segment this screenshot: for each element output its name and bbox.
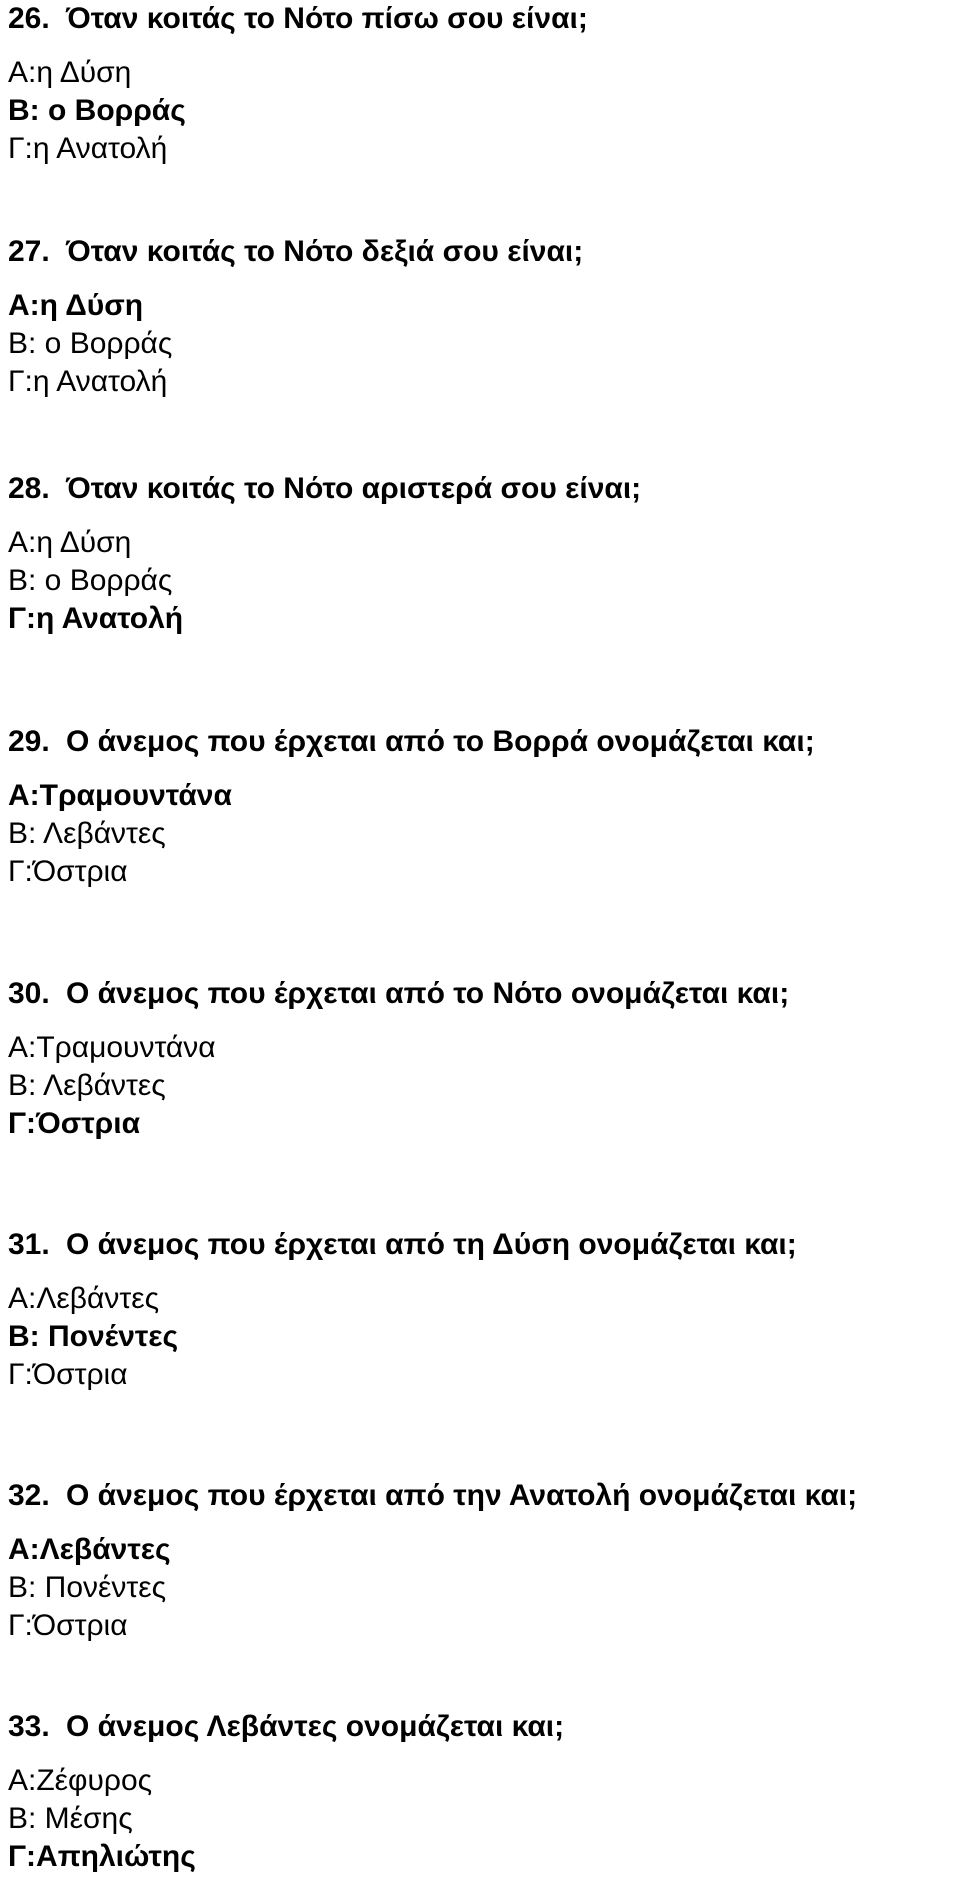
answer-option-correct: Β: Πονέντες bbox=[8, 1320, 179, 1353]
answer-option: Γ:η Ανατολή bbox=[8, 365, 168, 398]
question-text: Ο άνεμος Λεβάντες ονομάζεται και; bbox=[66, 1710, 565, 1743]
question bbox=[8, 723, 815, 891]
answer-option: Α:Ζέφυρος bbox=[8, 1764, 153, 1797]
answer-option: Β: Λεβάντες bbox=[8, 1069, 166, 1102]
answer-option: Γ:η Ανατολή bbox=[8, 132, 168, 165]
question bbox=[8, 470, 641, 638]
question-text: Όταν κοιτάς το Νότο πίσω σου είναι; bbox=[66, 2, 588, 35]
question bbox=[8, 975, 789, 1143]
question-text: Όταν κοιτάς το Νότο αριστερά σου είναι; bbox=[66, 472, 642, 505]
question-text: Ο άνεμος που έρχεται από την Ανατολή ονομάζεται και; bbox=[66, 1479, 858, 1512]
question-title bbox=[8, 1708, 564, 1746]
question bbox=[8, 0, 588, 168]
answer-option: Α:η Δύση bbox=[8, 526, 132, 559]
answer-option: Γ:Όστρια bbox=[8, 1358, 128, 1391]
question bbox=[8, 1708, 564, 1876]
answer-option-correct: Γ:Απηλιώτης bbox=[8, 1840, 196, 1873]
answer-option: Α:Λεβάντες bbox=[8, 1282, 160, 1315]
question-number: 29. bbox=[8, 725, 50, 758]
answer-option: Β: Πονέντες bbox=[8, 1571, 167, 1604]
answer-option: Γ:Όστρια bbox=[8, 1609, 128, 1642]
answer-option: Β: ο Βορράς bbox=[8, 564, 173, 597]
question-title bbox=[8, 1477, 857, 1515]
answer-option: Β: Λεβάντες bbox=[8, 817, 166, 850]
question-title bbox=[8, 233, 583, 271]
question-title bbox=[8, 470, 641, 508]
answer-option: Α:η Δύση bbox=[8, 56, 132, 89]
question-title bbox=[8, 975, 789, 1013]
answer-option-correct: Γ:Όστρια bbox=[8, 1107, 141, 1140]
question bbox=[8, 233, 583, 401]
answer-option-correct: Α:Τραμουντάνα bbox=[8, 779, 232, 812]
question-number: 33. bbox=[8, 1710, 50, 1743]
question-number: 30. bbox=[8, 977, 50, 1010]
question bbox=[8, 1226, 797, 1394]
question-title bbox=[8, 723, 815, 761]
answer-option: Β: Μέσης bbox=[8, 1802, 133, 1835]
question-title bbox=[8, 1226, 797, 1264]
question bbox=[8, 1477, 857, 1645]
answer-option-correct: Γ:η Ανατολή bbox=[8, 602, 184, 635]
question-title bbox=[8, 0, 588, 38]
question-number: 26. bbox=[8, 2, 50, 35]
answer-option: Α:Τραμουντάνα bbox=[8, 1031, 216, 1064]
question-text: Ο άνεμος που έρχεται από το Βορρά ονομάζεται και; bbox=[66, 725, 815, 758]
question-number: 28. bbox=[8, 472, 50, 505]
answer-option-correct: Β: ο Βορράς bbox=[8, 94, 186, 127]
answer-option-correct: Α:Λεβάντες bbox=[8, 1533, 171, 1566]
question-text: Ο άνεμος που έρχεται από τη Δύση ονομάζεται και; bbox=[66, 1228, 797, 1261]
question-number: 27. bbox=[8, 235, 50, 268]
question-text: Όταν κοιτάς το Νότο δεξιά σου είναι; bbox=[66, 235, 584, 268]
question-number: 32. bbox=[8, 1479, 50, 1512]
answer-option: Β: ο Βορράς bbox=[8, 327, 173, 360]
answer-option-correct: Α:η Δύση bbox=[8, 289, 144, 322]
question-number: 31. bbox=[8, 1228, 50, 1261]
question-text: Ο άνεμος που έρχεται από το Νότο ονομάζεται και; bbox=[66, 977, 790, 1010]
answer-option: Γ:Όστρια bbox=[8, 855, 128, 888]
